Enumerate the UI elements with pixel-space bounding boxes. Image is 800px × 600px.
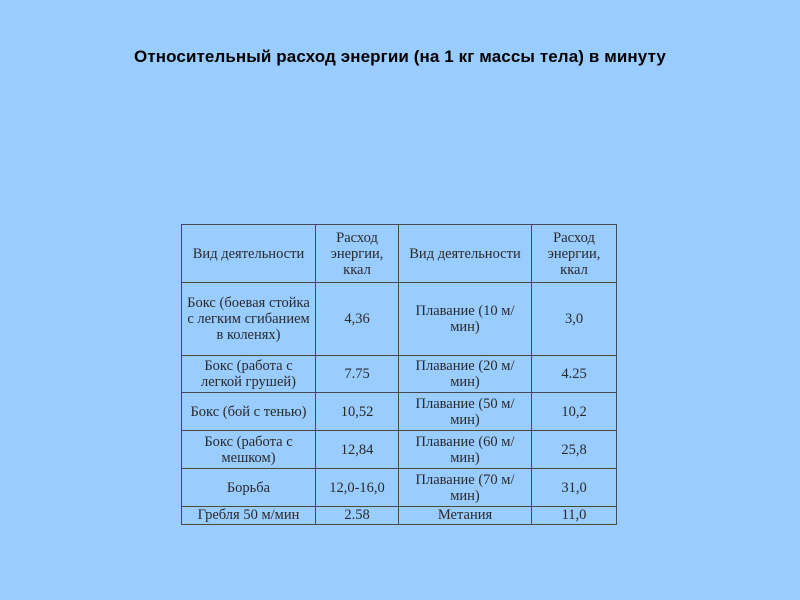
table-cell: 31,0 xyxy=(532,469,617,507)
table-cell: 7.75 xyxy=(316,356,399,393)
table-cell: Плавание (10 м/мин) xyxy=(399,283,532,356)
table-cell: Борьба xyxy=(182,469,316,507)
table-cell: Гребля 50 м/мин xyxy=(182,507,316,525)
table-cell: Плавание (70 м/мин) xyxy=(399,469,532,507)
header-activity: Вид деятельности xyxy=(182,225,316,283)
table-cell: 2.58 xyxy=(316,507,399,525)
table-cell: 12,0-16,0 xyxy=(316,469,399,507)
table-row xyxy=(182,431,617,469)
table-cell: Плавание (20 м/мин) xyxy=(399,356,532,393)
header-energy-2: Расход энергии, ккал xyxy=(532,225,617,283)
table-cell: Бокс (работа с мешком) xyxy=(182,431,316,469)
table-cell: Плавание (60 м/мин) xyxy=(399,431,532,469)
table-cell: 11,0 xyxy=(532,507,617,525)
table-cell: 4.25 xyxy=(532,356,617,393)
table-row xyxy=(182,507,617,525)
energy-expenditure-table xyxy=(181,224,617,525)
table-cell: Бокс (бой с тенью) xyxy=(182,393,316,431)
table-row xyxy=(182,283,617,356)
table-row xyxy=(182,356,617,393)
table-header-row xyxy=(182,225,617,283)
slide-title: Относительный расход энергии (на 1 кг массы тела) в минуту xyxy=(134,47,666,66)
table-cell: 12,84 xyxy=(316,431,399,469)
table-row xyxy=(182,393,617,431)
table-cell: Бокс (боевая стойка с легким сгибанием в коленях) xyxy=(182,283,316,356)
table-cell: 4,36 xyxy=(316,283,399,356)
table-cell: 10,52 xyxy=(316,393,399,431)
header-activity-2: Вид деятельности xyxy=(399,225,532,283)
table-cell: Плавание (50 м/мин) xyxy=(399,393,532,431)
header-energy: Расход энергии, ккал xyxy=(316,225,399,283)
table-cell: 3,0 xyxy=(532,283,617,356)
table-cell: 25,8 xyxy=(532,431,617,469)
table-cell: 10,2 xyxy=(532,393,617,431)
table-cell: Метания xyxy=(399,507,532,525)
table-cell: Бокс (работа с легкой грушей) xyxy=(182,356,316,393)
table-row xyxy=(182,469,617,507)
